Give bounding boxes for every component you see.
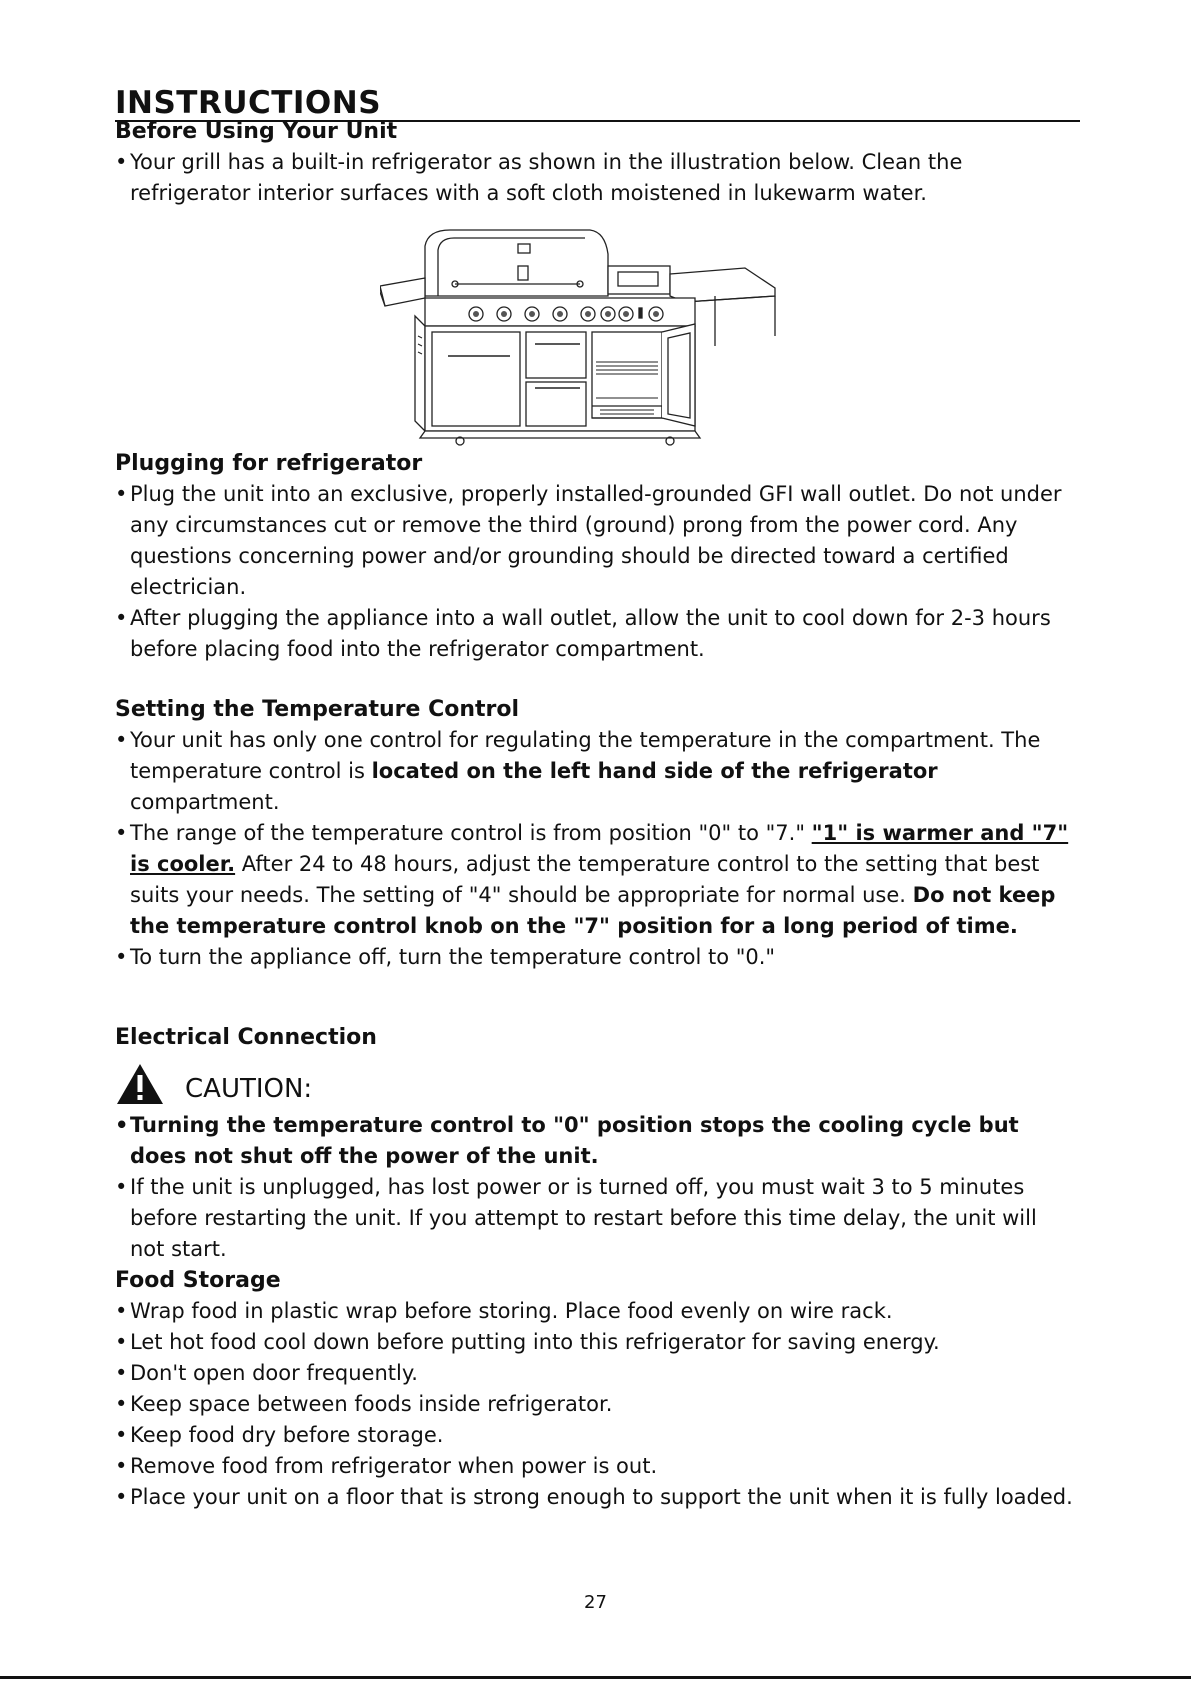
grill-illustration (380, 226, 820, 484)
heading-temperature-control: Setting the Temperature Control (115, 697, 520, 722)
bullet-text-underlined: "1" is warmer and "7" is cooler. (130, 821, 1069, 876)
list-item (115, 1451, 1075, 1482)
list-item-text: Wrap food in plastic wrap before storing. Place food evenly on wire rack. (130, 1299, 893, 1323)
list-item-text: Place your unit on a floor that is strong enough to support the unit when it is fully loaded. (130, 1485, 1073, 1509)
bullet-text: After plugging the appliance into a wall outlet, allow the unit to cool down for 2-3 hours before placing food into the refrigerator compartment. (130, 606, 1051, 661)
page-number: 27 (584, 1592, 607, 1613)
list-item-text: Keep food dry before storage. (130, 1423, 444, 1447)
bullet-item (115, 818, 1075, 942)
section-plugging (115, 479, 1075, 665)
list-item (115, 1327, 1075, 1358)
caution-label: CAUTION: (185, 1074, 313, 1104)
bullet-text: The range of the temperature control is from position "0" to "7." (130, 821, 812, 845)
paragraph-before-using (115, 147, 1075, 209)
heading-before-using: Before Using Your Unit (115, 119, 398, 144)
heading-plugging: Plugging for refrigerator (115, 451, 423, 476)
bullet-item (115, 603, 1075, 665)
bullet-text: After 24 to 48 hours, adjust the temperature control to the setting that best suits your needs. The setting of "4" should be appropriate for normal use. (130, 852, 1040, 907)
bottom-border (0, 1676, 1191, 1679)
list-item-text: Let hot food cool down before putting into this refrigerator for saving energy. (130, 1330, 940, 1354)
list-item-text: Keep space between foods inside refrigerator. (130, 1392, 613, 1416)
list-item-text: Don't open door frequently. (130, 1361, 418, 1385)
list-item-text: Remove food from refrigerator when power is out. (130, 1454, 658, 1478)
section-electrical-connection (115, 1110, 1075, 1265)
list-item (115, 1358, 1075, 1389)
bullet-text-bold: Do not keep the temperature control knob on the "7" position for a long period of time. (130, 883, 1056, 938)
bullet-text: compartment. (130, 790, 280, 814)
bullet-item (115, 1172, 1075, 1265)
bullet-text: Plug the unit into an exclusive, properly installed-grounded GFI wall outlet. Do not under any circumstances cut or remove the third (ground) prong from the power cord. Any questions concerning power and/or grounding should be directed toward a certified electrician. (130, 482, 1062, 599)
section-food-storage (115, 1296, 1075, 1513)
bullet-item (115, 725, 1075, 818)
bullet-text: To turn the appliance off, turn the temperature control to "0." (130, 945, 776, 969)
bullet-item (115, 479, 1075, 603)
warning-triangle-icon (115, 1062, 165, 1106)
bullet-text: Your unit has only one control for regulating the temperature in the compartment. The temperature control is (130, 728, 1041, 783)
bullet-text: If the unit is unplugged, has lost power or is turned off, you must wait 3 to 5 minutes before restarting the unit. If you attempt to restart before this time delay, the unit will not start. (130, 1175, 1037, 1261)
page-title: INSTRUCTIONS (115, 86, 1080, 122)
section-temperature-control (115, 725, 1075, 973)
bullet-text-bold: Turning the temperature control to "0" position stops the cooling cycle but does not shut off the power of the unit. (130, 1113, 1019, 1168)
bullet-text-bold: located on the left hand side of the refrigerator (371, 759, 938, 783)
bullet-item (115, 147, 1075, 209)
heading-electrical-connection: Electrical Connection (115, 1025, 377, 1050)
bullet-item (115, 1110, 1075, 1172)
list-item (115, 1420, 1075, 1451)
list-item (115, 1296, 1075, 1327)
caution-label-row (115, 1062, 515, 1108)
list-item (115, 1482, 1075, 1513)
heading-food-storage: Food Storage (115, 1268, 281, 1293)
list-item (115, 1389, 1075, 1420)
bullet-item (115, 942, 1075, 973)
bullet-text: Your grill has a built-in refrigerator as shown in the illustration below. Clean the refrigerator interior surfaces with a soft cloth moistened in lukewarm water. (130, 150, 963, 205)
